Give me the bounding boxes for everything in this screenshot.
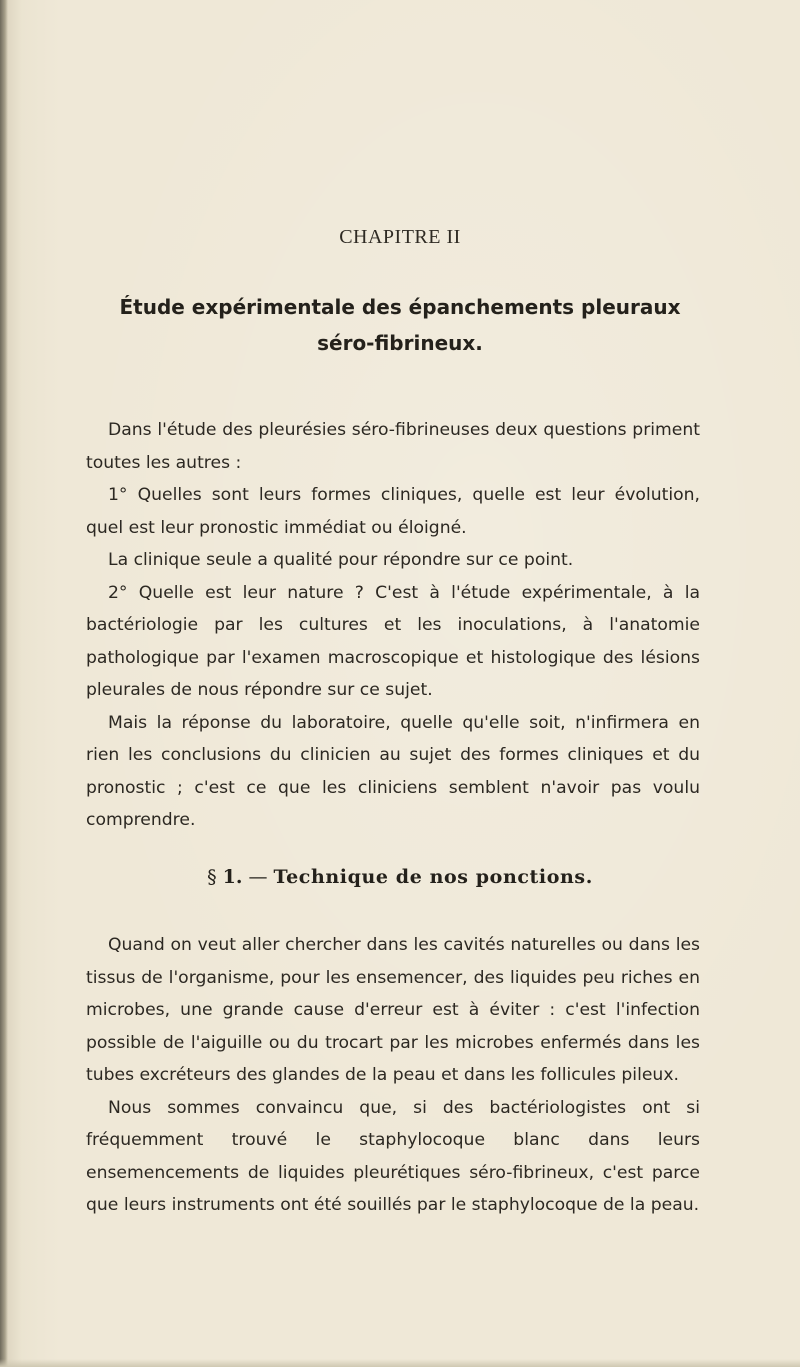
chapter-title-line-2: séro-fibrineux.: [317, 331, 483, 355]
section-title: Technique de nos ponctions.: [273, 866, 593, 888]
chapter-title-line-1: Étude expérimentale des épanchements pleuraux: [119, 295, 681, 319]
chapter-title: [0, 289, 800, 361]
paragraph: Quand on veut aller chercher dans les cavités naturelles ou dans les tissus de l'organisme, pour les ensemencer, des liquides peu riches en microbes, une grande cause d'erreur est à éviter : c'est l'infection possible de l'aiguille ou du trocart par les microbes enfermés dans les tubes excréteurs des glandes de la peau et dans les follicules pileux.: [86, 935, 700, 1085]
chapter-heading: CHAPITRE II: [339, 226, 461, 248]
paragraph: La clinique seule a qualité pour répondre sur ce point.: [108, 550, 574, 570]
paragraph: 1° Quelles sont leurs formes cliniques, quelle est leur évolution, quel est leur pronostic immédiat ou éloigné.: [86, 485, 700, 538]
paragraph: Nous sommes convaincu que, si des bactériologistes ont si fréquemment trouvé le staphylocoque blanc dans leurs ensemencements de liquides pleurétiques séro-fibrineux, c'est parce que leurs instruments ont été souillés par le staphylocoque de la peau.: [86, 1097, 700, 1215]
page-bottom-edge: [0, 1359, 800, 1367]
section-sign: §: [207, 866, 217, 888]
section-dash: —: [248, 866, 268, 888]
intro-text-block: [86, 414, 700, 837]
paragraph: Dans l'étude des pleurésies séro-fibrineuses deux questions priment toutes les autres :: [86, 420, 700, 473]
paragraph: 2° Quelle est leur nature ? C'est à l'étude expérimentale, à la bactériologie par les cultures et les inoculations, à l'anatomie pathologique par l'examen macroscopique et histologique des lésions pleurales de nous répondre sur ce sujet.: [86, 582, 700, 700]
spine-shadow: [0, 0, 8, 1367]
paragraph: Mais la réponse du laboratoire, quelle qu'elle soit, n'infirmera en rien les conclusions du clinicien au sujet des formes cliniques et du pronostic ; c'est ce que les cliniciens semblent n'avoir pas voulu comprendre.: [86, 712, 700, 830]
section-text-block: [86, 929, 700, 1222]
section-number: 1.: [222, 866, 243, 888]
section-heading: [0, 866, 800, 888]
